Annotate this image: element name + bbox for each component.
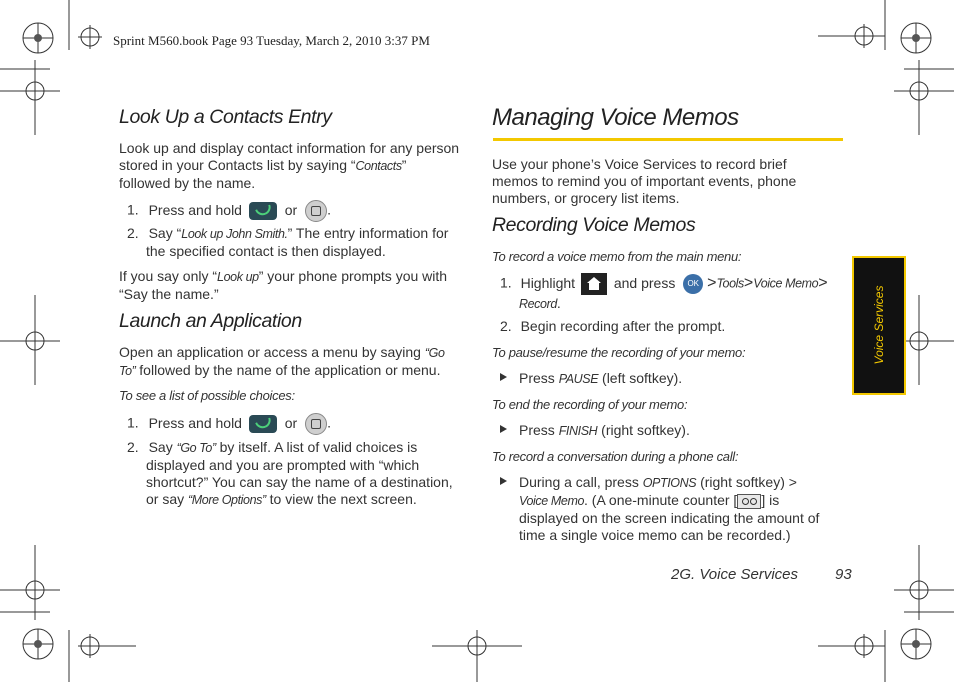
text: time a single voice memo can be recorded.) bbox=[519, 527, 791, 543]
text: Say bbox=[148, 439, 173, 455]
separator: > bbox=[743, 274, 754, 292]
launch-step-2 bbox=[127, 439, 472, 509]
text: and press bbox=[613, 274, 676, 291]
text: to view the next screen. bbox=[269, 491, 417, 507]
period: . bbox=[327, 414, 331, 431]
bullet-arrow-icon bbox=[500, 373, 507, 381]
step-number: 1. bbox=[500, 274, 512, 291]
step-number: 2. bbox=[127, 225, 139, 241]
separator: > bbox=[707, 274, 717, 292]
talk-key-icon bbox=[249, 202, 277, 220]
launch-heading: Launch an Application bbox=[119, 310, 302, 332]
contacts-step-1 bbox=[127, 200, 467, 222]
text: followed by the name of the application or menu. bbox=[139, 362, 441, 378]
contacts-note bbox=[119, 268, 479, 303]
look-up-keyword: Look up bbox=[217, 270, 259, 284]
step-number: 1. bbox=[127, 201, 139, 218]
text: Open an application or access a menu by saying bbox=[119, 344, 421, 360]
text: or say bbox=[146, 491, 185, 507]
text: Highlight bbox=[520, 274, 576, 291]
text: . (A one-minute counter [ bbox=[584, 492, 738, 508]
go-to-keyword-end: To” bbox=[119, 364, 136, 378]
text: Begin recording after the prompt. bbox=[520, 318, 726, 334]
contacts-intro-line-1: Look up and display contact information for any person bbox=[119, 140, 460, 156]
example-phrase: Look up John Smith. bbox=[181, 227, 288, 241]
text: Say “ bbox=[148, 225, 182, 241]
voice-memo-intro bbox=[492, 156, 842, 207]
launch-step-1 bbox=[127, 413, 467, 435]
voice-key-icon bbox=[305, 200, 327, 222]
step-number: 2. bbox=[127, 439, 139, 455]
text: Use your phone’s Voice Services to record brief bbox=[492, 156, 787, 172]
pause-bullet bbox=[500, 370, 845, 388]
ok-button-icon: OK bbox=[683, 274, 703, 294]
text: ” your phone prompts you with bbox=[258, 268, 448, 284]
caption-call: To record a conversation during a phone call: bbox=[492, 449, 739, 464]
step-number: 1. bbox=[127, 414, 139, 431]
print-header: Sprint M560.book Page 93 Tuesday, March 2, 2010 3:37 PM bbox=[113, 33, 430, 48]
text: numbers, or grocery list items. bbox=[492, 190, 680, 206]
call-bullet bbox=[500, 474, 845, 544]
text: displayed on the screen indicating the amount of bbox=[519, 510, 820, 526]
contacts-intro-line-2 bbox=[119, 157, 479, 175]
text: ” The entry information for bbox=[287, 225, 449, 241]
section-side-tab bbox=[852, 256, 906, 395]
record-step-1 bbox=[500, 273, 845, 313]
caption-main-menu: To record a voice memo from the main menu: bbox=[492, 249, 742, 264]
home-icon bbox=[581, 273, 607, 295]
text: by itself. A list of valid choices is bbox=[219, 439, 418, 455]
or-text: or bbox=[284, 201, 298, 218]
record-menu: Record bbox=[519, 297, 557, 311]
or-text: or bbox=[284, 414, 298, 431]
period: . bbox=[556, 295, 561, 311]
contacts-intro-line-3: followed by the name. bbox=[119, 175, 256, 191]
finish-bullet bbox=[500, 422, 845, 440]
contacts-keyword: Contacts bbox=[355, 159, 402, 173]
separator: > bbox=[818, 274, 828, 292]
contacts-heading: Look Up a Contacts Entry bbox=[119, 106, 332, 128]
options-softkey: OPTIONS bbox=[642, 476, 697, 490]
step-text: Press and hold bbox=[148, 414, 242, 431]
voicemail-counter-icon bbox=[737, 494, 761, 509]
text: If you say only “ bbox=[119, 268, 218, 284]
text: During a call, press bbox=[519, 474, 639, 490]
pause-softkey: PAUSE bbox=[558, 372, 599, 386]
text: displayed and you are prompted with “which bbox=[146, 457, 420, 473]
go-to-phrase: “Go To” bbox=[176, 441, 216, 455]
contacts-step-2 bbox=[127, 225, 467, 260]
bullet-arrow-icon bbox=[500, 425, 507, 433]
launch-intro bbox=[119, 344, 479, 380]
text: ] is bbox=[761, 492, 780, 508]
recording-heading: Recording Voice Memos bbox=[492, 214, 696, 236]
side-tab-label: Voice Services bbox=[872, 285, 886, 365]
voice-memo-option: Voice Memo bbox=[519, 494, 585, 508]
page-number: 93 bbox=[835, 566, 852, 583]
text: shortcut?” You can say the name of a destination, bbox=[146, 474, 453, 490]
period: . bbox=[327, 201, 331, 218]
text: ” bbox=[401, 157, 407, 173]
text: stored in your Contacts list by saying “ bbox=[119, 157, 356, 173]
text: the specified contact is then displayed. bbox=[146, 243, 386, 259]
caption-end: To end the recording of your memo: bbox=[492, 397, 688, 412]
text: (right softkey) > bbox=[700, 474, 797, 490]
step-number: 2. bbox=[500, 318, 512, 334]
page-title: Managing Voice Memos bbox=[492, 104, 739, 131]
contacts-intro bbox=[119, 140, 479, 192]
text: (left softkey). bbox=[602, 370, 683, 386]
launch-caption: To see a list of possible choices: bbox=[119, 388, 295, 403]
footer-section: 2G. Voice Services bbox=[671, 566, 798, 583]
text: (right softkey). bbox=[601, 422, 690, 438]
finish-softkey: FINISH bbox=[558, 424, 598, 438]
more-options-phrase: “More Options” bbox=[188, 493, 266, 507]
text: memos to remind you of important events, phone bbox=[492, 173, 797, 189]
talk-key-icon bbox=[249, 415, 277, 433]
voice-memo-menu: Voice Memo bbox=[753, 276, 819, 291]
caption-pause: To pause/resume the recording of your memo: bbox=[492, 345, 746, 360]
text: Press bbox=[519, 370, 555, 386]
text: “Say the name.” bbox=[119, 286, 219, 302]
text: Press bbox=[519, 422, 555, 438]
voice-key-icon bbox=[305, 413, 327, 435]
tools-menu: Tools bbox=[716, 276, 744, 291]
bullet-arrow-icon bbox=[500, 477, 507, 485]
record-step-2 bbox=[500, 318, 845, 335]
title-underline bbox=[493, 138, 843, 141]
go-to-keyword: “Go bbox=[424, 346, 445, 360]
step-text: Press and hold bbox=[148, 201, 242, 218]
